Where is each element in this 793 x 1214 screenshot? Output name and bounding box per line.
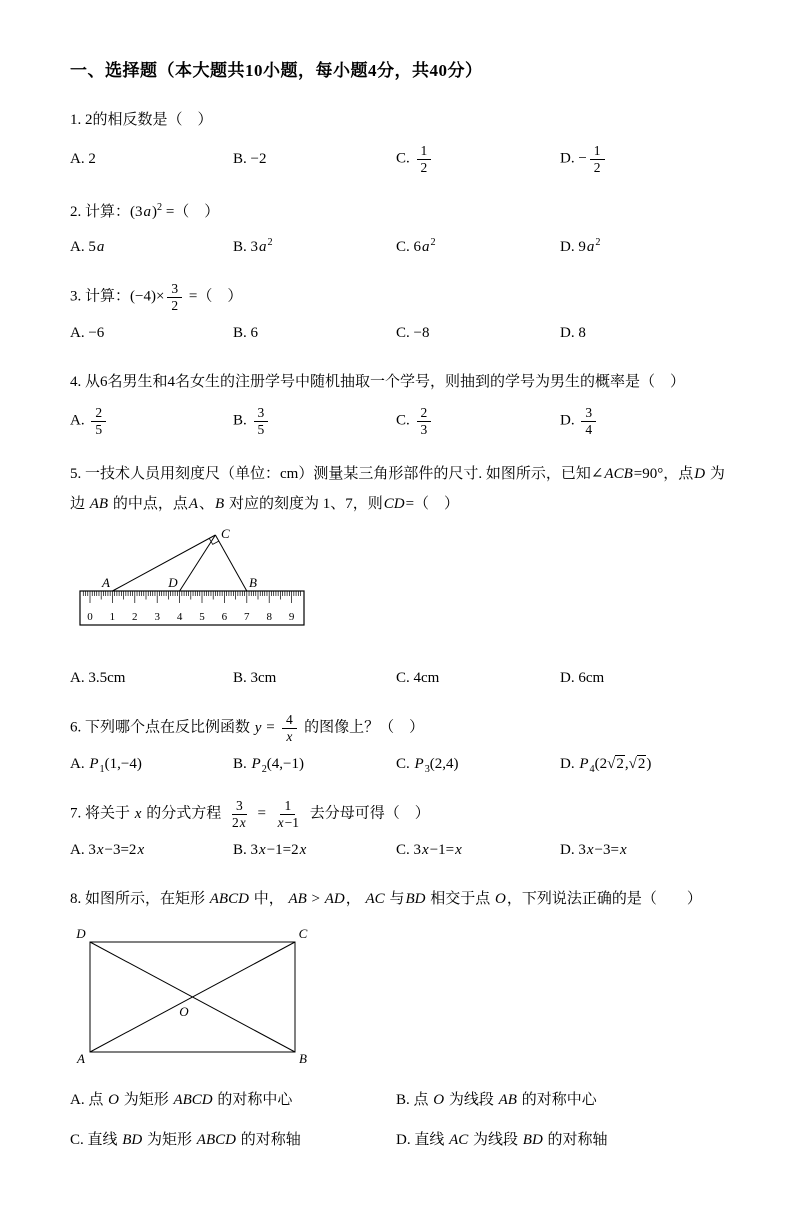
ruler-triangle-figure	[72, 529, 316, 647]
vertex-label-D: D	[168, 575, 178, 591]
question-8-option-d: D. 直线 AC 为线段 BD 的对称轴	[396, 1132, 608, 1149]
ruler-number: 5	[199, 611, 205, 624]
question-3-stem: 3. 计算：(−4)× $\frac{3}{2}$ =（ ）	[70, 281, 243, 313]
vertex-label-C: C	[221, 529, 230, 542]
ruler-number: 7	[244, 611, 250, 624]
question-6-option-a: A. $P_1(1,-4)$	[70, 756, 142, 776]
question-5-option-b: B. 3cm	[233, 670, 277, 687]
question-7-stem: 7. 将关于 x 的分式方程 $\frac{3}{2x}$ = $\frac{1}{x-1}$ 去分母可得（ ）	[70, 798, 430, 830]
question-4-options	[70, 405, 729, 437]
question-7-option-b: B. 3x−1=2x	[233, 842, 307, 859]
question-5-option-c: C. 4cm	[396, 670, 440, 687]
question-3-option-a: A. −6	[70, 325, 105, 342]
question-8-option-b: B. 点 O 为线段 AB 的对称中心	[396, 1092, 597, 1109]
question-3	[70, 281, 729, 345]
ruler-number: 8	[266, 611, 272, 624]
question-6-option-b: B. $P_2(4,-1)$	[233, 756, 304, 776]
question-1-option-a: A. 2	[70, 151, 96, 168]
question-2-option-c: C. $6a^2$	[396, 237, 436, 256]
question-7-option-d: D. 3x−3=x	[560, 842, 627, 859]
question-5-option-a: A. 3.5cm	[70, 670, 126, 687]
ruler-number: 1	[109, 611, 116, 624]
question-6-option-d: D. $P_4(2√2,√2)$	[560, 756, 652, 776]
ruler-number: 2	[132, 611, 138, 624]
question-7-option-c: C. 3x−1=x	[396, 842, 462, 859]
question-4-stem: 4. 从6名男生和4名女生的注册学号中随机抽取一个学号，则抽到的学号为男生的概率是（ ）	[70, 374, 686, 391]
section-title: 一、选择题（本大题共10小题，每小题4分，共40分）	[70, 61, 483, 80]
question-7-options	[70, 838, 729, 862]
question-4-option-b: B. $\frac{3}{5}$	[233, 405, 396, 437]
question-8-stem: 8. 如图所示，在矩形 ABCD 中， AB > AD， AC 与BD 相交于点 O，下列说法正确的是（ ）	[70, 891, 702, 908]
question-1-option-c: C. $\frac{1}{2}$	[396, 143, 560, 175]
question-2-option-a: A. 5a	[70, 239, 105, 256]
question-5-option-d: D. 6cm	[560, 670, 605, 687]
vertex-label-D: D	[76, 926, 86, 942]
question-6-option-c: C. $P_3(2,4)$	[396, 756, 459, 776]
vertex-label-C: C	[298, 926, 308, 942]
question-5	[70, 459, 729, 690]
question-2-option-d: D. $9a^2$	[560, 237, 601, 256]
ruler-number: 4	[176, 611, 183, 624]
question-1-option-b: B. −2	[233, 151, 267, 168]
question-5-figure-wrap	[72, 529, 729, 652]
ruler-number: 9	[288, 611, 295, 624]
vertex-label-B: B	[249, 575, 257, 591]
question-5-options	[70, 666, 729, 690]
rectangle-diagonals-figure	[72, 924, 314, 1069]
question-3-option-b: B. 6	[233, 325, 259, 342]
question-6	[70, 712, 729, 776]
triangle-side-AC	[112, 535, 215, 591]
ruler-number: 0	[87, 611, 93, 624]
vertex-label-B: B	[299, 1051, 307, 1067]
question-1-option-d: D. − $\frac{1}{2}$	[560, 143, 729, 175]
vertex-label-A: A	[102, 575, 110, 591]
question-5-stem: 5. 一技术人员用刻度尺（单位：cm）测量某三角形部件的尺寸. 如图所示，已知∠ACB=90°，点D 为边 AB 的中点，点A、B 对应的刻度为 1、7，则CD=（ ）	[70, 466, 725, 513]
question-3-option-d: D. 8	[560, 325, 586, 342]
question-2-options	[70, 235, 729, 259]
question-8-options	[70, 1088, 729, 1152]
question-4-option-a: A. $\frac{2}{5}$	[70, 405, 233, 437]
median-CD	[180, 535, 216, 591]
question-4-option-c: C. $\frac{2}{3}$	[396, 405, 560, 437]
question-8-option-c: C. 直线 BD 为矩形 ABCD 的对称轴	[70, 1132, 301, 1149]
question-2	[70, 197, 729, 259]
question-2-option-b: B. $3a^2$	[233, 237, 273, 256]
center-label-O: O	[179, 1004, 189, 1020]
ruler-ticks	[83, 591, 300, 623]
question-4	[70, 367, 729, 437]
question-8-figure-wrap	[72, 924, 729, 1074]
question-1-options	[70, 143, 729, 175]
question-8-option-a: A. 点 O 为矩形 ABCD 的对称中心	[70, 1092, 293, 1109]
question-4-option-d: D. $\frac{3}{4}$	[560, 405, 729, 437]
question-7	[70, 798, 729, 862]
question-1	[70, 105, 729, 175]
question-7-option-a: A. 3x−3=2x	[70, 842, 145, 859]
question-6-stem: 6. 下列哪个点在反比例函数 y = $\frac{4}{x}$ 的图像上？（ ）	[70, 712, 425, 744]
question-1-stem: 1. 2的相反数是（ ）	[70, 112, 213, 128]
question-8	[70, 884, 729, 1152]
triangle-side-CB	[215, 535, 246, 591]
question-3-options	[70, 321, 729, 345]
question-3-option-c: C. −8	[396, 325, 430, 342]
ruler-number: 3	[154, 611, 160, 624]
question-2-stem: 2. 计算：$(3a)^2$ =（ ）	[70, 202, 220, 221]
vertex-label-A: A	[77, 1051, 85, 1067]
question-6-options	[70, 752, 729, 776]
ruler-number: 6	[221, 611, 228, 624]
